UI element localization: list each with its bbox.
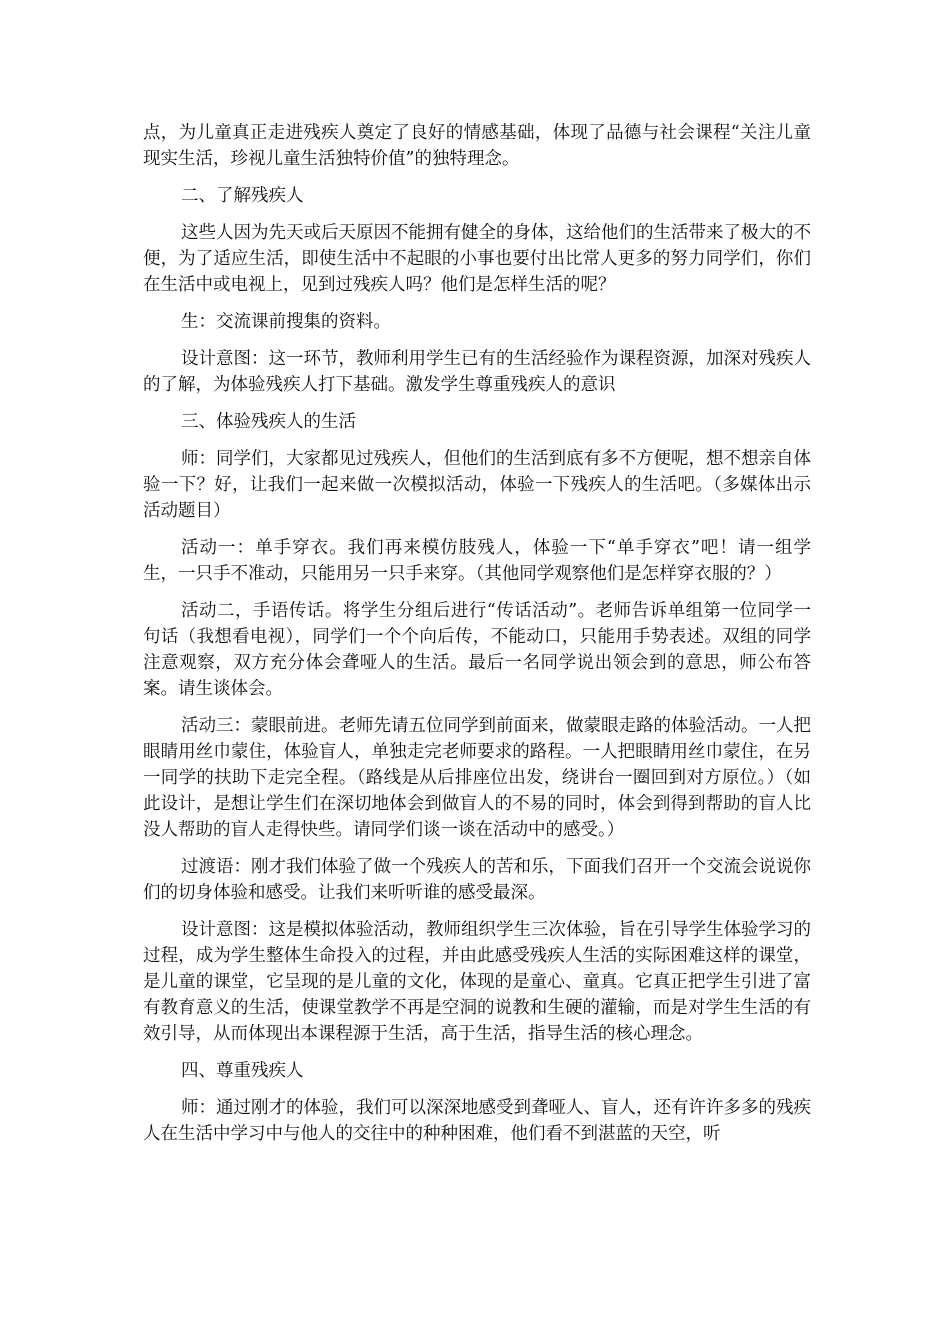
paragraph-4: 生：交流课前搜集的资料。 — [181, 312, 391, 332]
paragraph-1: 点，为儿童真正走进残疾人奠定了良好的情感基础，体现了品德与社会课程“关注儿童现实生活，珍视儿童生活独特价值”的独特理念。 — [143, 123, 811, 169]
paragraph-5: 设计意图：这一环节，教师利用学生已有的生活经验作为课程资源，加深对残疾人的了解，为体验残疾人打下基础。激发学生尊重残疾人的意识 — [143, 349, 811, 395]
paragraph-11: 过渡语：刚才我们体验了做一个残疾人的苦和乐，下面我们召开一个交流会说说你们的切身体验和感受。让我们来听听谁的感受最深。 — [143, 857, 811, 903]
paragraph-3: 这些人因为先天或后天原因不能拥有健全的身体，这给他们的生活带来了极大的不便，为了适应生活，即使生活中不起眼的小事也要付出比常人更多的努力同学们，你们在生活中或电视上，见到过残疾人吗？他们是怎样生活的呢？ — [143, 223, 811, 295]
document-body — [143, 120, 811, 1158]
section-heading-4: 四、尊重残疾人 — [181, 1061, 304, 1081]
paragraph-8: 活动一：单手穿衣。我们再来模仿肢残人，体验一下“单手穿衣”吧！请一组学生，一只手不准动，只能用另一只手来穿。（其他同学观察他们是怎样穿衣服的？） — [143, 538, 811, 584]
section-heading-3: 三、体验残疾人的生活 — [181, 412, 356, 432]
paragraph-12: 设计意图：这是模拟体验活动，教师组织学生三次体验，旨在引导学生体验学习的过程，成为学生整体生命投入的过程，并由此感受残疾人生活的实际困难这样的课堂，是儿童的课堂，它呈现的是儿童的文化，体现的是童心、童真。它真正把学生引进了富有教育意义的生活，使课堂教学不再是空洞的说教和生硬的灌输，而是对学生生活的有效引导，从而体现出本课程源于生活，高于生活，指导生活的核心理念。 — [143, 920, 811, 1044]
section-heading-2: 二、了解残疾人 — [181, 186, 304, 206]
paragraph-10: 活动三：蒙眼前进。老师先请五位同学到前面来，做蒙眼走路的体验活动。一人把眼睛用丝巾蒙住，体验盲人，单独走完老师要求的路程。一人把眼睛用丝巾蒙住，在另一同学的扶助下走完全程。（路线是从后排座位出发，绕讲台一圈回到对方原位。）（如此设计，是想让学生们在深切地体会到做盲人的不易的同时，体会到得到帮助的盲人比没人帮助的盲人走得快些。请同学们谈一谈在活动中的感受。） — [143, 716, 811, 840]
paragraph-14: 师：通过刚才的体验，我们可以深深地感受到聋哑人、盲人，还有许许多多的残疾人在生活中学习中与他人的交往中的种种困难，他们看不到湛蓝的天空，听 — [143, 1098, 811, 1144]
paragraph-7: 师：同学们，大家都见过残疾人，但他们的生活到底有多不方便呢，想不想亲自体验一下？好，让我们一起来做一次模拟活动，体验一下残疾人的生活吧。（多媒体出示活动题目） — [143, 449, 811, 521]
paragraph-9: 活动二，手语传话。将学生分组后进行“传话活动”。老师告诉单组第一位同学一句话（我想看电视），同学们一个个向后传，不能动口，只能用手势表述。双组的同学注意观察，双方充分体会聋哑人的生活。最后一名同学说出领会到的意思，师公布答案。请生谈体会。 — [143, 601, 811, 699]
